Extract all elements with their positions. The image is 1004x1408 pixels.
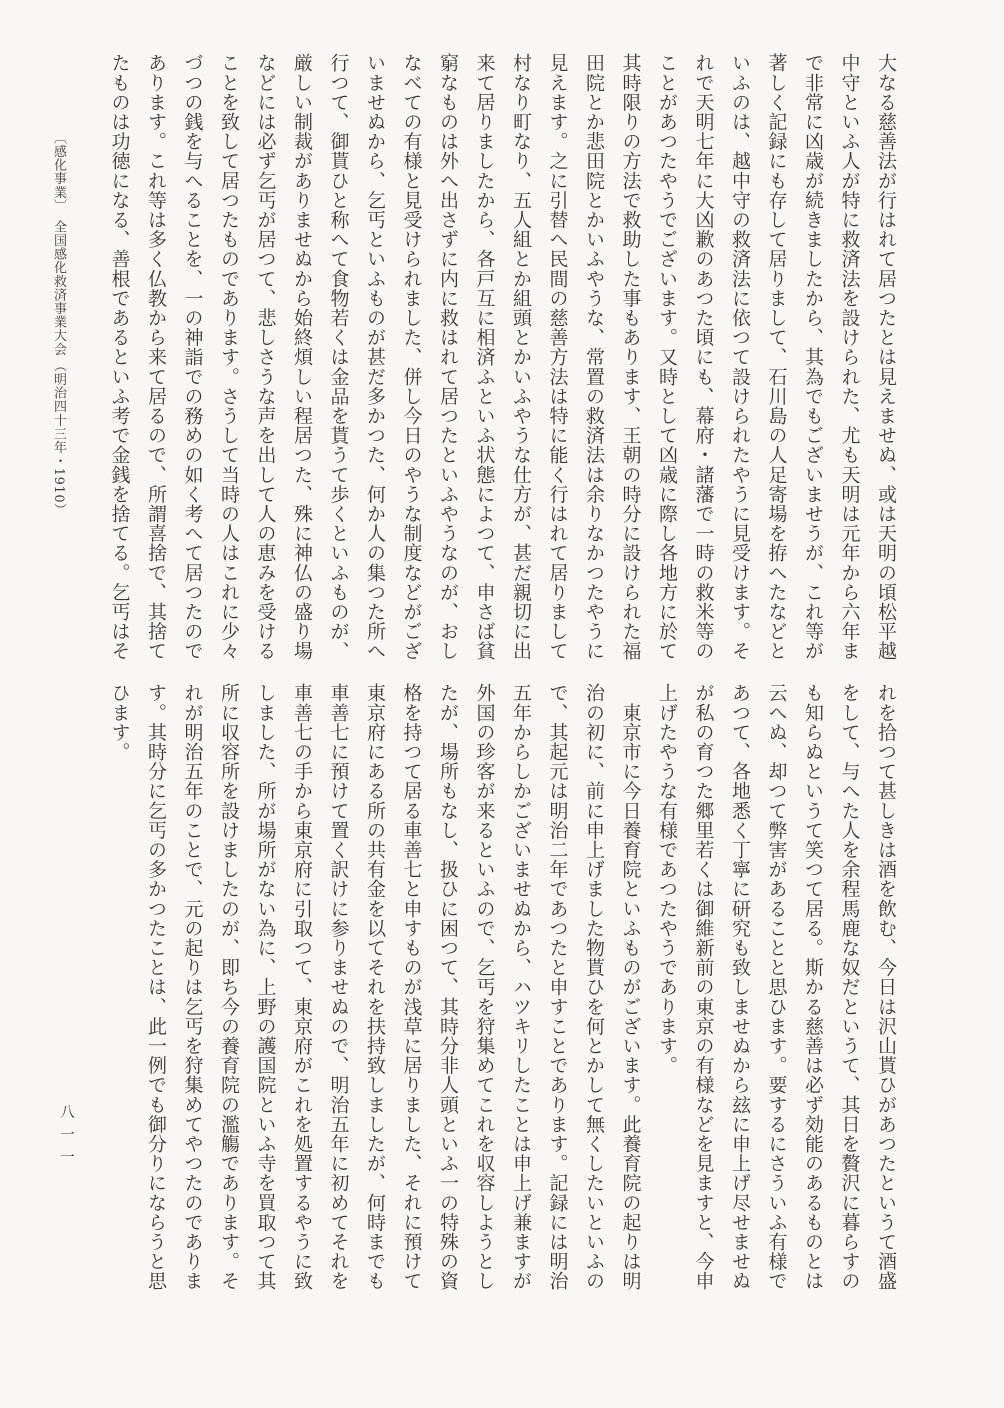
text-column: 窮なものは外へ出さずに内に救はれて居つたといふやうなのが、おし bbox=[437, 53, 459, 661]
text-column: も知らぬというて笑つて居る。斯かる慈善は必ず効能のあるものとは bbox=[802, 683, 824, 1291]
text-column: ことを致して居つたものであります。さうして当時の人はこれに少々 bbox=[218, 53, 240, 661]
text-column: 村なり町なり、五人組とか組頭とかいふやうな仕方が、甚だ親切に出 bbox=[510, 53, 532, 661]
text-column: 外国の珍客が来るといふので、乞丐を狩集めてこれを収容しようとし bbox=[473, 683, 496, 1291]
text-column: などには必ず乞丐が居つて、悲しさうな声を出して人の恵みを受ける bbox=[254, 53, 277, 661]
text-column: 大なる慈善法が行はれて居つたとは見えませぬ、或は天明の頃松平越 bbox=[875, 53, 897, 661]
text-column: あつて、各地悉く丁寧に研究も致しませぬから玆に申上げ尽せませぬ bbox=[729, 683, 751, 1291]
text-column: 来て居りましたから、各戸互に相済ふといふ状態によつて、申さば貧 bbox=[473, 53, 496, 661]
text-column: 上げたやうな有様であつたやうであります。 bbox=[656, 683, 678, 1075]
text-column: 五年からしかございませぬから、ハツキリしたことは申上げ兼ますが bbox=[510, 683, 532, 1291]
text-column: 格を持つて居る車善七と申すものが浅草に居りました、それに預けて bbox=[400, 683, 423, 1291]
text-column: が私の育つた郷里若くは御維新前の東京の有様などを見ますと、今申 bbox=[692, 683, 715, 1291]
text-column: 著しく記録にも存して居りまして、石川島の人足寄場を拵へたなどと bbox=[765, 53, 788, 661]
text-column: 車善七に預けて置く訳けに参りませぬので、明治五年に初めてそれを bbox=[327, 683, 350, 1291]
text-column: たが、場所もなし、扱ひに困つて、其時分非人頭といふ一の特殊の資 bbox=[437, 683, 459, 1291]
margin-header-title: 全国感化救済事業大会 bbox=[51, 220, 66, 356]
top-text-block bbox=[101, 53, 904, 675]
page-number: 八一一 bbox=[58, 1104, 74, 1172]
bottom-text-block bbox=[101, 683, 904, 1305]
margin-header-category: 〔感化事業〕 bbox=[51, 131, 66, 213]
text-column: づつの銭を与へることを、一の神詣での務めの如く考へて居つたので bbox=[181, 53, 204, 661]
text-column: 云へぬ、却つて弊害があることと思ひます。要するにさういふ有様で bbox=[765, 683, 788, 1291]
text-column: たものは功徳になる、善根であるといふ考で金銭を捨てる。乞丐はそ bbox=[108, 53, 131, 661]
text-column: れで天明七年に大凶歉のあつた頃にも、幕府・諸藩で一時の救米等の bbox=[692, 53, 715, 661]
text-column: 治の初に、前に申上げました物貰ひを何とかして無くしたいといふの bbox=[583, 683, 605, 1291]
text-column: あります。これ等は多く仏教から来て居るので、所謂喜捨で、其捨て bbox=[145, 53, 167, 661]
text-column: 東京市に今日養育院といふものがございます。此養育院の起りは明 bbox=[619, 683, 642, 1291]
text-column: 中守といふ人が特に救済法を設けられた、尤も天明は元年から六年ま bbox=[838, 53, 861, 661]
text-column: しました、所が場所がない為に、上野の護国院といふ寺を買取つて其 bbox=[254, 683, 277, 1291]
text-column: れを拾つて甚しきは酒を飲む、今日は沢山貰ひがあつたというて酒盛 bbox=[875, 683, 897, 1291]
text-column: 東京府にある所の共有金を以てそれを扶持致しましたが、何時までも bbox=[364, 683, 386, 1291]
text-column: 其時限りの方法で救助した事もあります、王朝の時分に設けられた福 bbox=[619, 53, 642, 661]
margin-header-date: （明治四十三年・1910） bbox=[51, 359, 66, 517]
text-column: 所に収容所を設けましたのが、即ち今の養育院の濫觴であります。そ bbox=[218, 683, 240, 1291]
text-column: 車善七の手から東京府に引取つて、東京府がこれを処置するやうに致 bbox=[291, 683, 313, 1291]
text-column: れが明治五年のことで、元の起りは乞丐を狩集めてやつたのでありま bbox=[181, 683, 204, 1291]
text-column: いませぬから、乞丐といふものが甚だ多かつた、何か人の集つた所へ bbox=[364, 53, 386, 661]
text-column: 見えます。之に引替へ民間の慈善方法は特に能く行はれて居りまして bbox=[546, 53, 569, 661]
text-column: で非常に凶歳が続きましたから、其為でもございませうが、これ等が bbox=[802, 53, 824, 661]
text-column: で、其起元は明治二年であつたと申すことであります。記録には明治 bbox=[546, 683, 569, 1291]
text-column: 行つて、御貰ひと称へて食物若くは金品を貰うて歩くといふものが、 bbox=[327, 53, 350, 661]
text-column: をして、与へた人を余程馬鹿な奴だというて、其日を贅沢に暮らすの bbox=[838, 683, 861, 1291]
text-column: 田院とか悲田院とかいふやうな、常置の救済法は余りなかつたやうに bbox=[583, 53, 605, 661]
text-column: なべての有様と見受けられました、併し今日のやうな制度などがござ bbox=[400, 53, 423, 661]
text-column: 厳しい制裁がありませぬから始終煩しい程居つた、殊に神仏の盛り場 bbox=[291, 53, 313, 661]
text-column: す。其時分に乞丐の多かつたことは、此一例でも御分りにならうと思 bbox=[145, 683, 167, 1291]
text-column: いふのは、越中守の救済法に依つて設けられたやうに見受けます。そ bbox=[729, 53, 751, 661]
text-column: ひます。 bbox=[108, 683, 131, 762]
text-column: ことがあつたやうでございます。又時として凶歳に際し各地方に於て bbox=[656, 53, 678, 661]
